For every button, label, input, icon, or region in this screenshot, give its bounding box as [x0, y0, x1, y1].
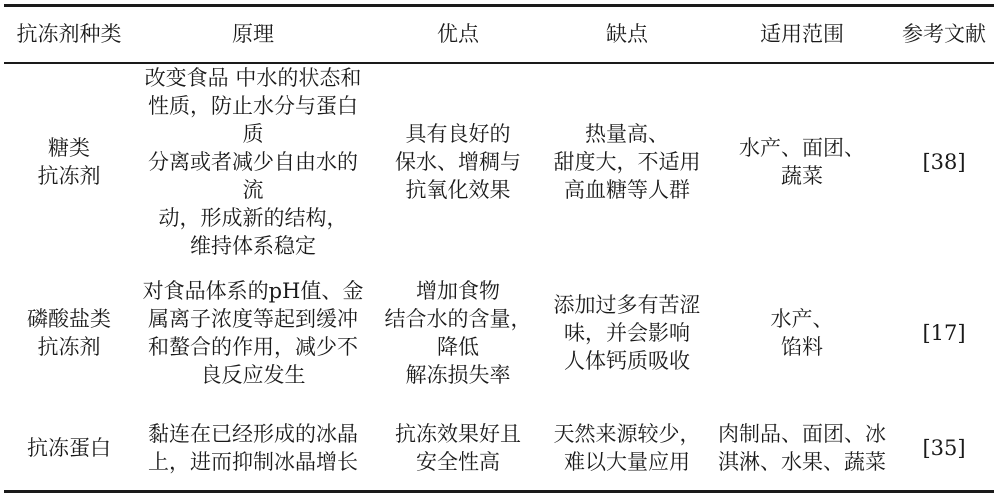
table-row — [4, 63, 994, 260]
table-body — [4, 63, 994, 492]
table-header — [4, 6, 994, 63]
cell-disadvantages: 添加过多有苦涩 味，并会影响 人体钙质吸收 — [553, 293, 701, 373]
cell-principle: 改变食品 中水的状态和 性质，防止水分与蛋白质 分离或者减少自由水的流 动，形成新的结构， 维持体系稳定 — [144, 65, 362, 258]
cell-principle: 黏连在已经形成的冰晶 上，进而抑制冰晶增长 — [134, 407, 372, 492]
table-row — [4, 407, 994, 492]
cell-disadvantages: 热量高、 甜度大，不适用 高血糖等人群 — [553, 121, 701, 202]
table-row — [4, 260, 994, 407]
cell-type: 糖类 抗冻剂 — [37, 135, 101, 188]
cell-reference: [38] — [922, 149, 966, 174]
cell-type: 抗冻蛋白 — [4, 407, 134, 492]
antifreeze-comparison-table — [4, 4, 994, 493]
header-principle: 原理 — [134, 6, 372, 63]
cell-scope: 水产、 馅料 — [770, 307, 834, 359]
header-scope: 适用范围 — [710, 6, 894, 63]
header-advantages: 优点 — [372, 6, 544, 63]
cell-type: 磷酸盐类 抗冻剂 — [27, 307, 111, 359]
cell-principle: 对食品体系的pH值、金 属离子浓度等起到缓冲 和螯合的作用，减少不 良反应发生 — [142, 279, 364, 387]
cell-scope: 肉制品、面团、冰 淇淋、水果、蔬菜 — [710, 407, 894, 492]
header-disadvantages: 缺点 — [544, 6, 710, 63]
cell-advantages: 抗冻效果好且 安全性高 — [372, 407, 544, 492]
header-row — [4, 6, 994, 63]
cell-reference: [35] — [894, 407, 994, 492]
cell-reference: [17] — [922, 321, 966, 345]
cell-advantages: 增加食物 结合水的含量， 降低 解冻损失率 — [384, 279, 532, 387]
cell-scope: 水产、面团、 蔬菜 — [739, 135, 865, 188]
header-reference: 参考文献 — [894, 6, 994, 63]
cell-advantages: 具有良好的 保水、增稠与 抗氧化效果 — [395, 121, 521, 202]
header-type: 抗冻剂种类 — [4, 6, 134, 63]
antifreeze-table-container — [4, 4, 994, 493]
cell-disadvantages: 天然来源较少， 难以大量应用 — [544, 407, 710, 492]
